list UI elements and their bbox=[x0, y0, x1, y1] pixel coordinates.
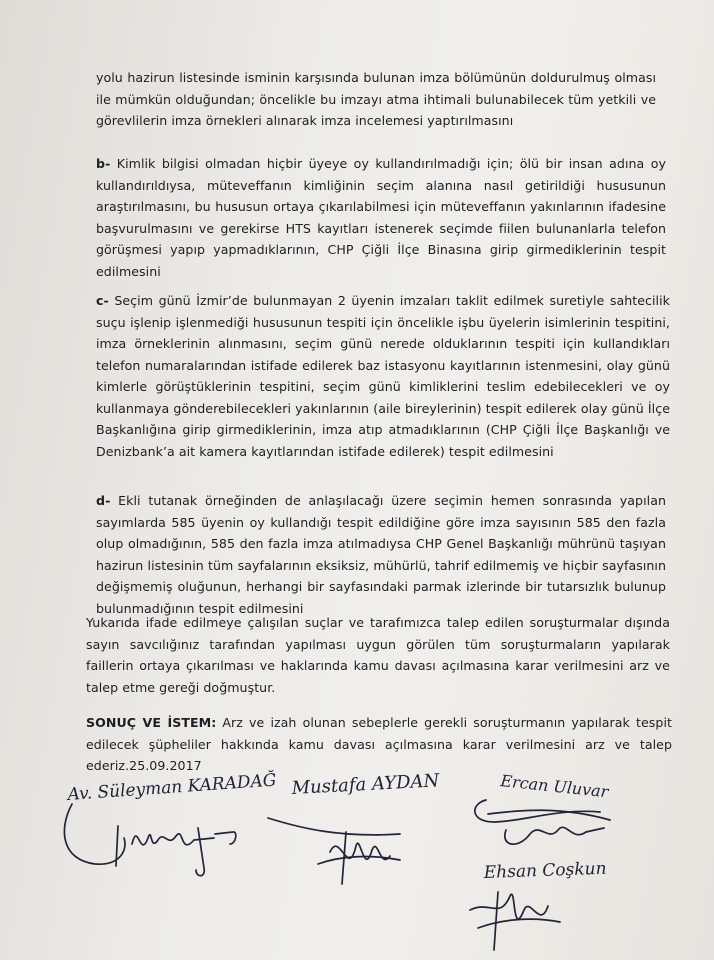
signature-uluvar bbox=[475, 771, 611, 844]
signature-coskun-name: Ehsan Coşkun bbox=[483, 858, 607, 883]
paragraph-request bbox=[86, 612, 670, 698]
signature-uluvar-name: Ercan Uluvar bbox=[499, 771, 610, 802]
conclusion-heading: SONUÇ VE İSTEM: bbox=[86, 715, 217, 730]
signature-block bbox=[0, 760, 714, 960]
paragraph-d-label: d- bbox=[96, 493, 111, 508]
paragraph-a bbox=[96, 67, 656, 132]
paragraph-c-label: c- bbox=[96, 293, 109, 308]
paragraph-b bbox=[96, 153, 666, 282]
signature-karadag bbox=[64, 769, 277, 875]
signature-aydan bbox=[268, 770, 441, 884]
signature-aydan-name: Mustafa AYDAN bbox=[291, 770, 440, 799]
paragraph-d-text: Ekli tutanak örneğinden de anlaşılacağı üzere seçimin hemen sonrasında yapılan sayımlarda 585 üyenin oy kullandığı tespit edildiğine göre imza sayısının 585 den fazla olup olmadığının, 585 den fazla imza atılmadıysa CHP Genel Başkanlığı mührünü taşıyan hazirun listesinin tüm sayfalarının eksiksiz, mühürlü, tahrif edilmemiş ve hiçbir sayfasının değişmemiş oluğunun, herhangi bir sayfasındaki parmak izlerinde bir tutarsızlık bulunup bulunmadığının tespit edilmesini bbox=[96, 493, 666, 616]
conclusion-text: Arz ve izah olunan sebeplerle gerekli soruşturmanın yapılarak tespit edilecek şüpheliler hakkında kamu davası açılmasına karar verilmesini arz ve talep ederiz.25.09.2017 bbox=[86, 715, 672, 773]
paragraph-c-text: Seçim günü İzmir’de bulunmayan 2 üyenin imzaları taklit edilmek suretiyle sahtecilik suçu işlenip işlenmediği hususunun tespiti için öncelikle işbu üyelerin isimlerinin tespitini, imza örneklerinin alınmasını, seçim günü nerede olduklarının tespiti için kullandıkları telefon numaralarından istifade edilerek baz istasyonu kayıtlarının istenmesini, olay günü kimlerle görüştüklerinin tespitini, seçim günü kimliklerini teslim edebilecekleri ve oy kullanmaya gönderebilecekleri yakınlarının (aile bireylerinin) tespit edilerek olay günü İlçe Başkanlığına girip girmediklerinin, imza atıp atmadıklarının (CHP Çiğli İlçe Başkanlığı ve Denizbank’a ait kamera kayıtlarından istifade edilerek) tespit edilmesini bbox=[96, 293, 670, 459]
signature-karadag-name: Av. Süleyman KARADAĞ bbox=[66, 770, 277, 805]
signature-coskun bbox=[470, 859, 607, 950]
paragraph-a-text: yolu hazirun listesinde isminin karşısında bulunan imza bölümünün doldurulmuş olması ile mümkün olduğundan; öncelikle bu imzayı atma ihtimali bulunabilecek tüm yetkili ve görevlilerin imza örnekleri alınarak imza incelemesi yaptırılmasını bbox=[96, 70, 656, 128]
paragraph-c bbox=[96, 290, 670, 462]
paragraph-b-label: b- bbox=[96, 156, 111, 171]
paragraph-b-text: Kimlik bilgisi olmadan hiçbir üyeye oy kullandırılmadığı için; ölü bir insan adına oy kullandırıldıysa, müteveffanın kimliğinin seçim alanına nasıl getirildiği hususunun araştırılmasını, bu hususun ortaya çıkarılabilmesi için müteveffanın yakınlarının ifadesine başvurulmasını ve gerekirse HTS kayıtları istenerek seçimde fiilen bulunanlarla telefon görüşmesi yapıp yapmadıklarının, CHP Çiğli İlçe Binasına girip girmediklerinin tespit edilmesini bbox=[96, 156, 666, 279]
paragraph-request-text: Yukarıda ifade edilmeye çalışılan suçlar ve tarafımızca talep edilen soruşturmalar dışında sayın savcılığınız tarafından yapılması uygun görülen tüm soruşturmaların yapılarak faillerin ortaya çıkarılması ve haklarında kamu davası açılmasına karar verilmesini arz ve talep etme gereği doğmuştur. bbox=[86, 615, 670, 695]
paragraph-d bbox=[96, 490, 666, 619]
